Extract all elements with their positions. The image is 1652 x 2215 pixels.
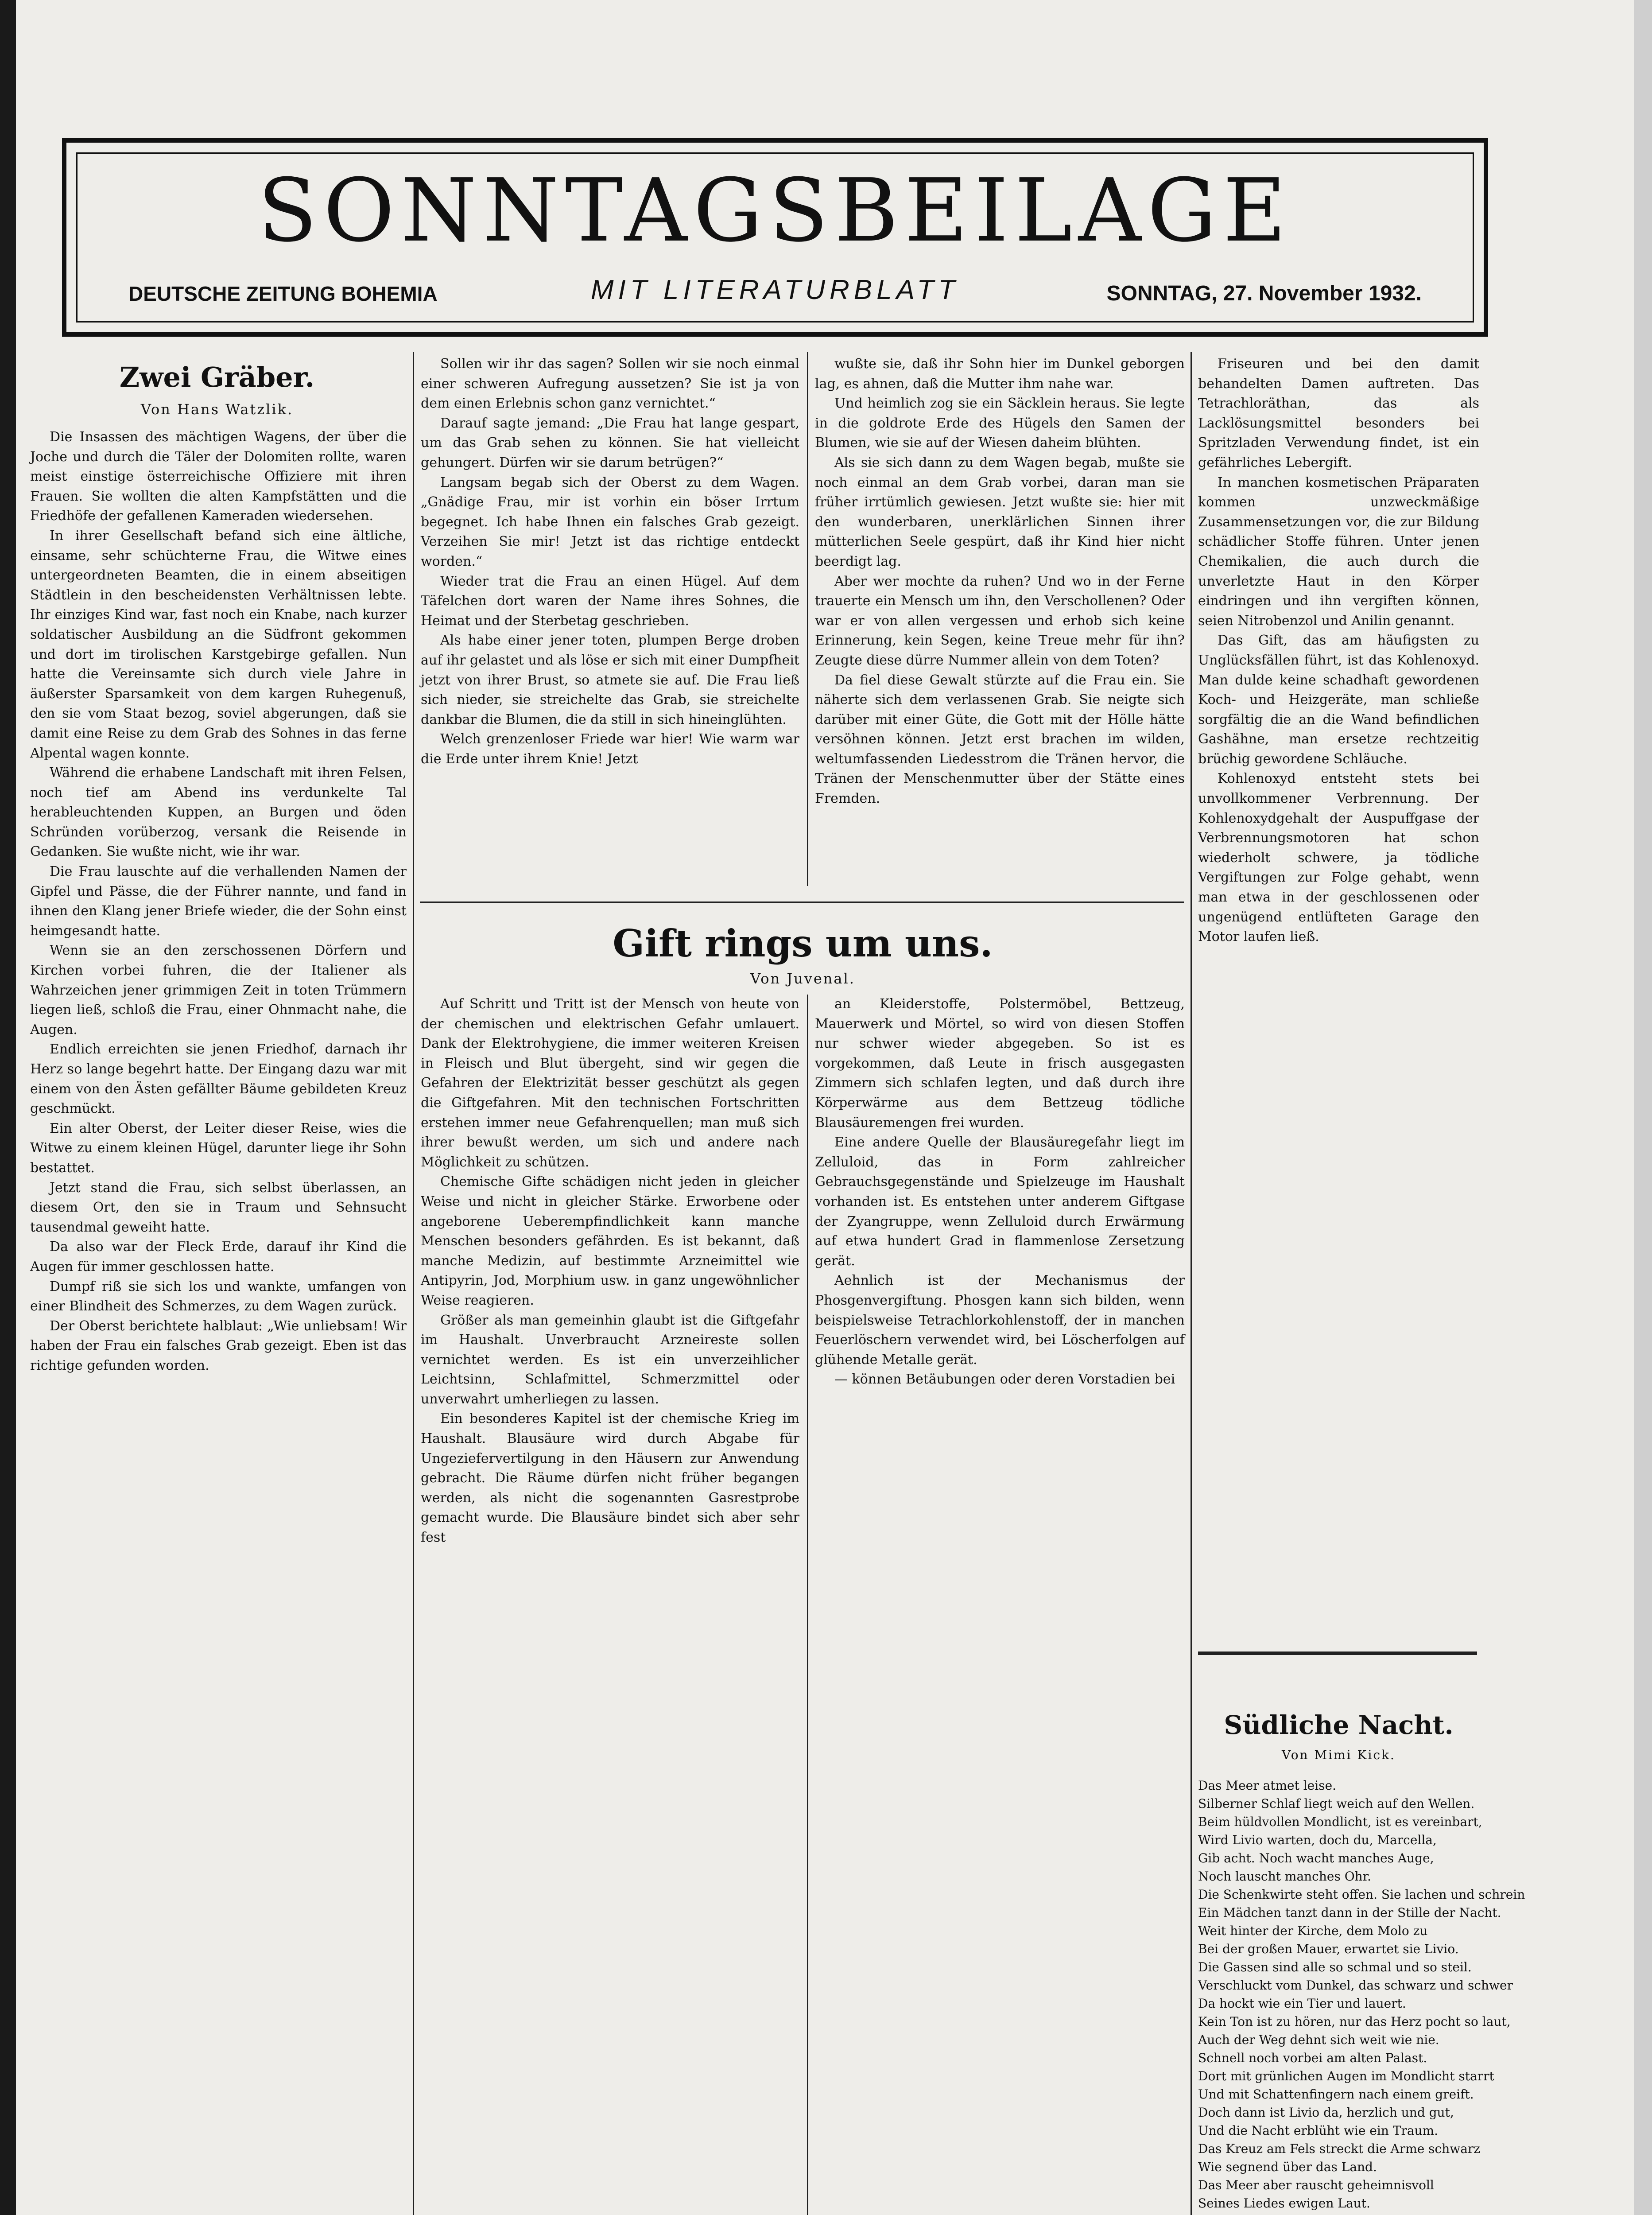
- paragraph: Die Frau lauschte auf die verhallenden Namen der Gipfel und Pässe, die der Führer nannte, und fand in ihnen den Klang jener Briefe wieder, die der Sohn einst heimgesandt hatte.: [30, 864, 407, 939]
- issue-date: SONNTAG, 27. November 1932.: [1106, 282, 1422, 305]
- poem-line: Und mit Schattenfingern nach einem greift.: [1198, 2087, 1474, 2102]
- paragraph: Endlich erreichten sie jenen Friedhof, darnach ihr Herz so lange begehrt hatte. Der Eingang dazu war mit einem von den Ästen gefällter Bäume gebildeten Kreuz geschmückt.: [30, 1041, 407, 1117]
- supplement-name: MIT LITERATURBLATT: [590, 275, 960, 305]
- column-rule: [1191, 352, 1192, 2215]
- paragraph: Wieder trat die Frau an einen Hügel. Auf dem Täfelchen dort waren der Name ihres Sohnes, die Heimat und der Sterbetag geschrieben.: [421, 573, 799, 629]
- article-column: [421, 354, 799, 895]
- paragraph: — können Betäubungen oder deren Vorstadien bei: [834, 1372, 1175, 1387]
- paragraph: Die Insassen des mächtigen Wagens, der über die Joche und durch die Täler der Dolomiten rollte, waren meist einstige österreichische Offiziere mit ihren Frauen. Sie wollten die alten Kampfstätten und die Friedhöfe der gefallenen Kameraden wiedersehen.: [30, 429, 407, 524]
- poem-line: Gib acht. Noch wacht manches Auge,: [1198, 1851, 1434, 1865]
- poem-line: Dort mit grünlichen Augen im Mondlicht starrt: [1198, 2069, 1494, 2083]
- scan-edge-right: [1634, 0, 1652, 2215]
- paragraph: Dumpf riß sie sich los und wankte, umfangen von einer Blindheit des Schmerzes, zu dem Wagen zurück.: [30, 1278, 407, 1314]
- paragraph: Da also war der Fleck Erde, darauf ihr Kind die Augen für immer geschlossen hatte.: [30, 1239, 407, 1275]
- poem-line: Weit hinter der Kirche, dem Molo zu: [1198, 1924, 1428, 1938]
- paragraph: Kohlenoxyd entsteht stets bei unvollkommener Verbrennung. Der Kohlenoxydgehalt der Auspuffgase der Verbrennungsmotoren hat schon wiederholt schwere, ja tödliche Vergiftungen zur Folge gehabt, wenn man etwa in der geschlossenen oder ungenügend entlüfteten Garage den Motor laufen ließ.: [1198, 771, 1479, 945]
- poem-line: Beim hüldvollen Mondlicht, ist es vereinbart,: [1198, 1815, 1482, 1829]
- poem-title: Südliche Nacht.: [1224, 1710, 1454, 1740]
- paragraph: Während die erhabene Landschaft mit ihren Felsen, noch tief am Abend ins verdunkelte Tal herableuchtenden Kuppen, an Burgen und öden Schründen vorüberzog, versank die Reisende in Gedanken. Sie wußte nicht, wie ihr war.: [30, 765, 407, 860]
- scan-edge-left: [0, 0, 16, 2215]
- poem-line: Und die Nacht erblüht wie ein Traum.: [1198, 2123, 1439, 2138]
- paragraph: Der Oberst berichtete halblaut: „Wie unliebsam! Wir haben der Frau ein falsches Grab gezeigt. Eben ist das richtige gefunden worden.: [30, 1318, 407, 1373]
- article-title: Gift rings um uns.: [613, 921, 993, 965]
- publication-name: DEUTSCHE ZEITUNG BOHEMIA: [128, 282, 438, 305]
- paragraph: Wenn sie an den zerschossenen Dörfern und Kirchen vorbei fuhren, die der Italiener als Wahrzeichen jener grimmigen Zeit in toten Trümmern liegen ließ, schloß die Frau, einer Ohnmacht nahe, die Augen.: [30, 943, 407, 1038]
- masthead-title: SONNTAGSBEILAGE: [257, 160, 1293, 261]
- column-rule: [413, 352, 414, 2215]
- article-divider: [1198, 1652, 1477, 1655]
- poem-line: Das Meer aber rauscht geheimnisvoll: [1198, 2178, 1434, 2192]
- paragraph: In ihrer Gesellschaft befand sich eine ältliche, einsame, sehr schüchterne Frau, die Witwe eines untergeordneten Beamten, die in einem abseitigen Städtlein in den bescheidensten Verhältnissen lebte. Ihr einziges Kind war, fast noch ein Knabe, nach kurzer soldatischer Ausbildung an die Südfront gekommen und dort im tirolischen Karstgebirge gefallen. Nun hatte die Vereinsamte sich durch viele Jahre in äußerster Sparsamkeit von dem kargen Ruhegenuß, den sie vom Staat bezog, soviel abgerungen, daß sie damit eine Reise zu dem Grab des Sohnes in das ferne Alpental wagen konnte.: [30, 528, 407, 761]
- article-divider: [420, 902, 1184, 903]
- paragraph: Ein alter Oberst, der Leiter dieser Reise, wies die Witwe zu einem kleinen Hügel, darunter liege ihr Sohn bestattet.: [30, 1120, 407, 1176]
- poem-line: Seines Liedes ewigen Laut.: [1198, 2196, 1370, 2211]
- poem-line: Kein Ton ist zu hören, nur das Herz pocht so laut,: [1198, 2014, 1511, 2029]
- paragraph: Da fiel diese Gewalt stürzte auf die Frau ein. Sie näherte sich dem verlassenen Grab. Sie neigte sich darüber mit einer Güte, die Gott mit der Hölle hätte versöhnen können. Jetzt erst brachen im wilden, weltumfassenden Liedesstrom die Tränen hervor, die Tränen der Menschenmutter über der Stätte eines Fremden.: [815, 672, 1185, 807]
- article-column: [30, 427, 407, 2215]
- paragraph: Auf Schritt und Tritt ist der Mensch von heute von der chemischen und elektrischen Gefahr umlauert. Dank der Elektrohygiene, die immer weiteren Kreisen in Fleisch und Blut übergeht, sind wir gegen die Gefahren der Elektrizität besser geschützt als gegen die Giftgefahren. Mit den technischen Fortschritten erstehen immer neue Gefahrenquellen; man muß sich ihrer bewußt werden, um sich und andere nach Möglichkeit zu schützen.: [421, 996, 799, 1170]
- article-title: Zwei Gräber.: [119, 361, 315, 393]
- poem-line: Bei der großen Mauer, erwartet sie Livio.: [1198, 1942, 1459, 1956]
- paragraph: Das Gift, das am häufigsten zu Unglücksfällen führt, ist das Kohlenoxyd. Man dulde keine schadhaft gewordenen Koch- und Heizgeräte, man schließe sorgfältig die an die Wand befindlichen Gashähne, man ersetze rechtzeitig brüchig gewordene Schläuche.: [1198, 633, 1479, 767]
- poem-line: Die Gassen sind alle so schmal und so steil.: [1198, 1960, 1472, 1974]
- poem-line: Wie segnend über das Land.: [1198, 2160, 1377, 2174]
- poem-body: [1198, 1776, 1525, 2215]
- poem-line: Ein Mädchen tanzt dann in der Stille der Nacht.: [1198, 1905, 1501, 1920]
- paragraph: Aehnlich ist der Mechanismus der Phosgenvergiftung. Phosgen kann sich bilden, wenn beispielsweise Tetrachlorkohlenstoff, der in manchen Feuerlöschern verwendet wird, bei Löscherfolgen auf glühende Metalle gerät.: [815, 1273, 1185, 1368]
- paragraph: Größer als man gemeinhin glaubt ist die Giftgefahr im Haushalt. Unverbraucht Arzneireste sollen vernichtet werden. Es ist ein unverzeihlicher Leichtsinn, Schlafmittel, Schmerzmittel oder unverwahrt umherliegen zu lassen.: [421, 1312, 799, 1407]
- masthead-subline: [128, 275, 1422, 306]
- paragraph: Jetzt stand die Frau, sich selbst überlassen, an diesem Ort, den sie in Traum und Sehnsucht tausendmal geweiht hatte.: [30, 1180, 407, 1235]
- article-column: [815, 995, 1185, 2215]
- paragraph: Als sie sich dann zu dem Wagen begab, mußte sie noch einmal an dem Grab vorbei, daran man sie früher irrtümlich gewiesen. Jetzt wußte sie: hier mit den wunderbaren, unerklärlichen Sinnen ihrer mütterlichen Seele gespürt, daß ihr Kind hier nicht beerdigt lag.: [815, 455, 1185, 569]
- paragraph: Und heimlich zog sie ein Säcklein heraus. Sie legte in die goldrote Erde des Hügels den Samen der Blumen, wie sie auf der Wiesen daheim blühten.: [815, 396, 1185, 451]
- article-column: [1198, 354, 1479, 1644]
- poem-line: Silberner Schlaf liegt weich auf den Wellen.: [1198, 1796, 1475, 1811]
- paragraph: Darauf sagte jemand: „Die Frau hat lange gespart, um das Grab sehen zu können. Sie hat vielleicht gehungert. Dürfen wir sie darum betrügen?“: [421, 415, 799, 470]
- paragraph: Langsam begab sich der Oberst zu dem Wagen. „Gnädige Frau, mir ist vorhin ein böser Irrtum begegnet. Ich habe Ihnen ein falsches Grab gezeigt. Verzeihen Sie mir! Jetzt ist das richtige entdeckt worden.“: [421, 474, 799, 569]
- poem-byline: Von Mimi Kick.: [1282, 1748, 1396, 1762]
- poem-line: Die Schenkwirte steht offen. Sie lachen und schrein: [1198, 1887, 1525, 1902]
- paragraph: Ein besonderes Kapitel ist der chemische Krieg im Haushalt. Blausäure wird durch Abgabe für Ungeziefervertilgung in den Häusern zur Anwendung gebracht. Die Räume dürfen nicht früher begangen werden, als nicht die sogenannten Gasrestprobe gemacht wurde. Die Blausäure bindet sich aber sehr fest: [421, 1411, 799, 1546]
- paragraph: Aber wer mochte da ruhen? Und wo in der Ferne trauerte ein Mensch um ihn, den Verschollenen? Oder war er von allen vergessen und erhob sich keine Erinnerung, kein Segen, keine Treue mehr für ihn? Zeugte diese dürre Nummer allein von dem Toten?: [815, 573, 1185, 668]
- article-byline: Von Juvenal.: [750, 970, 855, 987]
- paragraph: Sollen wir ihr das sagen? Sollen wir sie noch einmal einer schweren Aufregung aussetzen? Sie ist ja von dem einen Erlebnis schon ganz vernichtet.“: [421, 356, 799, 412]
- paragraph: Welch grenzenloser Friede war hier! Wie warm war die Erde unter ihrem Knie! Jetzt: [421, 731, 799, 767]
- poem-line: Verschluckt vom Dunkel, das schwarz und schwer: [1198, 1978, 1513, 1993]
- column-rule: [807, 995, 808, 2215]
- poem-line: Das Meer atmet leise.: [1198, 1778, 1337, 1793]
- poem-line: Doch dann ist Livio da, herzlich und gut,: [1198, 2105, 1454, 2120]
- masthead: [62, 138, 1488, 337]
- poem-line: Das Kreuz am Fels streckt die Arme schwarz: [1198, 2141, 1481, 2156]
- poem-line: Da hockt wie ein Tier und lauert.: [1198, 1996, 1406, 2011]
- poem-line: Auch der Weg dehnt sich weit wie nie.: [1198, 2032, 1439, 2047]
- poem-line: Schnell noch vorbei am alten Palast.: [1198, 2051, 1427, 2065]
- poem-line: Noch lauscht manches Ohr.: [1198, 1869, 1371, 1884]
- paragraph: In manchen kosmetischen Präparaten kommen unzweckmäßige Zusammensetzungen vor, die zur Bildung schädlicher Stoffe führen. Unter jenen Chemikalien, die auch durch die unverletzte Haut in den Körper eindringen und ihn vergiften können, seien Nitrobenzol und Anilin genannt.: [1198, 474, 1479, 629]
- article-column: [421, 995, 799, 2215]
- paragraph: Als habe einer jener toten, plumpen Berge droben auf ihr gelastet und als löse er sich mit einer Dumpfheit jetzt von ihrer Brust, so atmete sie auf. Die Frau ließ sich nieder, sie streichelte das Grab, sie streichelte dankbar die Blumen, die da still in sich hineinglühten.: [421, 633, 799, 727]
- article-column: [815, 354, 1185, 895]
- poem-line: Wird Livio warten, doch du, Marcella,: [1198, 1833, 1437, 1847]
- paragraph: Eine andere Quelle der Blausäuregefahr liegt im Zelluloid, das in Form zahlreicher Gebrauchsgegenstände und Spielzeuge im Haushalt vorhanden ist. Es entstehen unter anderem Giftgase der Zyangruppe, wenn Zelluloid durch Erwärmung auf etwa hundert Grad in flammenlose Zersetzung gerät.: [815, 1135, 1185, 1269]
- paragraph: wußte sie, daß ihr Sohn hier im Dunkel geborgen lag, es ahnen, daß die Mutter ihm nahe war.: [815, 356, 1185, 392]
- column-rule: [807, 352, 808, 886]
- paragraph: Friseuren und bei den damit behandelten Damen auftreten. Das Tetrachloräthan, das als Lacklösungsmittel besonders bei Spritzladen Verwendung findet, ist ein gefährliches Lebergift.: [1198, 356, 1479, 470]
- paragraph: an Kleiderstoffe, Polstermöbel, Bettzeug, Mauerwerk und Mörtel, so wird von diesen Stoffen nur schwer wieder abgegeben. So ist es vorgekommen, daß Leute in frisch ausgegasten Zimmern sich schlafen legten, und daß durch ihre Körperwärme aus dem Bettzeug tödliche Blausäuremengen frei wurden.: [815, 996, 1185, 1131]
- paragraph: Chemische Gifte schädigen nicht jeden in gleicher Weise und nicht in gleicher Stärke. Erworbene oder angeborene Ueberempfindlichkeit kann manche Menschen besonders gefährden. Es ist bekannt, daß manche Medizin, auf bestimmte Arzneimittel wie Antipyrin, Jod, Morphium usw. in ganz ungewöhnlicher Weise reagieren.: [421, 1174, 799, 1308]
- article-byline: Von Hans Watzlik.: [140, 401, 294, 418]
